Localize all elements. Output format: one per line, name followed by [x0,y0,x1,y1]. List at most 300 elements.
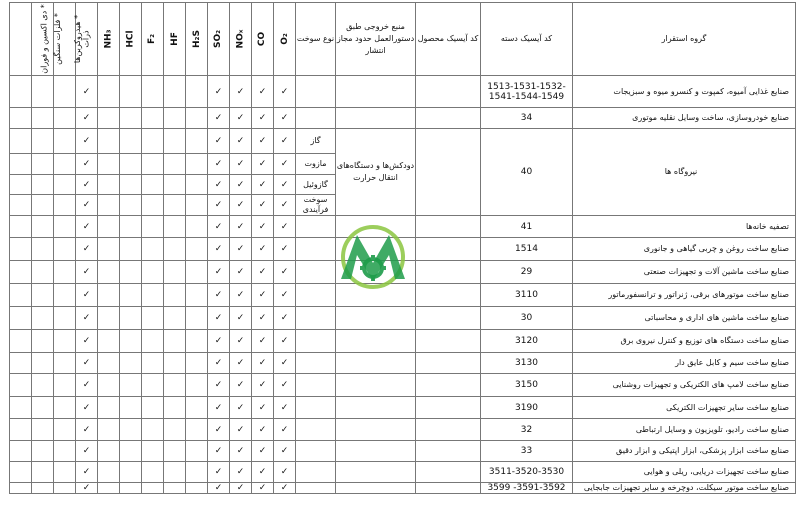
empty-cell [164,462,186,483]
source-cell [336,353,416,374]
check-cell: ✓ [230,330,252,353]
empty-cell [54,397,76,419]
empty-cell [54,129,76,154]
check-cell: ✓ [230,216,252,238]
empty-cell [142,216,164,238]
table-row [10,397,796,419]
empty-cell [32,374,54,397]
empty-cell [142,330,164,353]
empty-cell [186,129,208,154]
empty-cell [54,284,76,307]
empty-cell [120,154,142,175]
check-cell: ✓ [252,330,274,353]
check-cell: ✓ [76,441,98,462]
check-cell: ✓ [274,462,296,483]
empty-cell [186,307,208,330]
source-cell [336,76,416,108]
check-cell: ✓ [230,76,252,108]
empty-cell [98,154,120,175]
check-cell: ✓ [208,216,230,238]
empty-cell [98,397,120,419]
empty-cell [164,419,186,441]
empty-cell [98,284,120,307]
check-cell: ✓ [208,397,230,419]
empty-cell [98,483,120,494]
empty-cell [32,307,54,330]
isic-class-cell: 3110 [481,284,573,307]
empty-cell [120,441,142,462]
check-cell: ✓ [274,307,296,330]
empty-cell [54,374,76,397]
empty-cell [98,129,120,154]
isic-class-cell: 29 [481,261,573,284]
empty-cell [54,175,76,195]
isic-product-cell [416,353,481,374]
empty-cell [164,175,186,195]
empty-cell [10,261,32,284]
isic-product-cell [416,441,481,462]
empty-cell [142,307,164,330]
empty-cell [32,129,54,154]
empty-cell [186,154,208,175]
fuel-type-cell [296,108,336,129]
header-co: CO [252,3,274,76]
check-cell: ✓ [252,441,274,462]
header-isic-class: کد آیسیک دسته [481,3,573,76]
check-cell: ✓ [76,284,98,307]
check-cell: ✓ [208,261,230,284]
check-cell: ✓ [76,129,98,154]
fuel-type-cell [296,353,336,374]
check-cell: ✓ [230,462,252,483]
check-cell: ✓ [274,154,296,175]
isic-class-cell: 40 [481,129,573,216]
check-cell: ✓ [76,353,98,374]
check-cell: ✓ [252,129,274,154]
check-cell: ✓ [76,108,98,129]
fuel-type-cell [296,441,336,462]
empty-cell [142,261,164,284]
empty-cell [164,76,186,108]
check-cell: ✓ [252,307,274,330]
check-cell: ✓ [208,462,230,483]
empty-cell [142,108,164,129]
source-cell [336,462,416,483]
empty-cell [32,216,54,238]
isic-class-cell: 30 [481,307,573,330]
check-cell: ✓ [252,261,274,284]
empty-cell [32,154,54,175]
header-dioxin: دی اکسین و فوران * [10,3,32,76]
check-cell: ✓ [274,441,296,462]
isic-class-cell: 3511-3520-3530 [481,462,573,483]
header-h2s: H₂S [186,3,208,76]
empty-cell [142,238,164,261]
empty-cell [142,353,164,374]
group-cell: صنایع ساخت سیم و کابل عایق دار [573,353,796,374]
check-cell: ✓ [230,261,252,284]
check-cell: ✓ [230,307,252,330]
empty-cell [54,330,76,353]
empty-cell [164,108,186,129]
empty-cell [120,129,142,154]
empty-cell [120,195,142,216]
empty-cell [98,374,120,397]
source-cell [336,483,416,494]
check-cell: ✓ [230,441,252,462]
check-cell: ✓ [274,76,296,108]
group-cell: نیروگاه ها [573,129,796,216]
isic-product-cell [416,238,481,261]
empty-cell [186,108,208,129]
empty-cell [32,261,54,284]
header-hf: HF [164,3,186,76]
group-cell: صنایع ساخت موتور سیکلت، دوچرخه و سایر تجهیزات جابجایی [573,483,796,494]
isic-class-cell: 3120 [481,330,573,353]
group-cell: صنایع ساخت رادیو، تلویزیون و وسایل ارتباطی [573,419,796,441]
header-source: منبع خروجی طبق دستورالعمل حدود مجاز انتشار [336,3,416,76]
source-cell [336,419,416,441]
header-hcl: HCl [120,3,142,76]
empty-cell [54,307,76,330]
empty-cell [164,307,186,330]
empty-cell [10,238,32,261]
header-f2: F₂ [142,3,164,76]
empty-cell [98,175,120,195]
source-cell [336,374,416,397]
check-cell: ✓ [76,419,98,441]
empty-cell [10,353,32,374]
header-row [10,3,796,76]
empty-cell [120,108,142,129]
empty-cell [98,441,120,462]
check-cell: ✓ [274,483,296,494]
empty-cell [164,238,186,261]
empty-cell [32,330,54,353]
check-cell: ✓ [76,374,98,397]
header-so2: SO₂ [208,3,230,76]
check-cell: ✓ [274,238,296,261]
empty-cell [10,284,32,307]
empty-cell [164,330,186,353]
check-cell: ✓ [208,284,230,307]
empty-cell [186,261,208,284]
check-cell: ✓ [230,238,252,261]
fuel-type-cell [296,307,336,330]
check-cell: ✓ [252,374,274,397]
check-cell: ✓ [76,307,98,330]
check-cell: ✓ [252,462,274,483]
group-cell: صنایع ساخت تجهیزات دریایی، ریلی و هوایی [573,462,796,483]
empty-cell [164,195,186,216]
empty-cell [54,195,76,216]
check-cell: ✓ [76,462,98,483]
empty-cell [186,462,208,483]
group-cell: صنایع غذایی آمیوه، کمپوت و کنسرو میوه و سبزیجات [573,76,796,108]
fuel-type-cell [296,374,336,397]
check-cell: ✓ [230,483,252,494]
header-fuel-type: نوع سوخت [296,3,336,76]
empty-cell [120,175,142,195]
empty-cell [120,76,142,108]
empty-cell [120,307,142,330]
group-cell: صنایع ساخت موتورهای برقی، ژنراتور و ترانسفورماتور [573,284,796,307]
isic-class-cell: 3190 [481,397,573,419]
fuel-type-cell [296,462,336,483]
isic-class-cell: 3130 [481,353,573,374]
empty-cell [98,195,120,216]
check-cell: ✓ [208,307,230,330]
empty-cell [54,353,76,374]
check-cell: ✓ [252,284,274,307]
source-cell [336,397,416,419]
empty-cell [32,284,54,307]
check-cell: ✓ [230,108,252,129]
empty-cell [186,76,208,108]
empty-cell [186,330,208,353]
empty-cell [186,284,208,307]
empty-cell [164,441,186,462]
empty-cell [120,483,142,494]
fuel-type-cell [296,284,336,307]
table-row [10,483,796,494]
check-cell: ✓ [274,397,296,419]
empty-cell [164,284,186,307]
header-heavy-metals: فلزات سنگین * [32,3,54,76]
check-cell: ✓ [252,154,274,175]
empty-cell [142,483,164,494]
empty-cell [10,374,32,397]
check-cell: ✓ [252,175,274,195]
check-cell: ✓ [76,76,98,108]
empty-cell [164,397,186,419]
header-hydrocarbons: هیدروکربن‌ها * [54,3,76,76]
empty-cell [186,175,208,195]
empty-cell [10,419,32,441]
empty-cell [10,397,32,419]
empty-cell [10,129,32,154]
empty-cell [54,441,76,462]
empty-cell [10,330,32,353]
isic-product-cell [416,330,481,353]
check-cell: ✓ [208,175,230,195]
check-cell: ✓ [76,175,98,195]
check-cell: ✓ [208,483,230,494]
header-nh3: NH₃ [98,3,120,76]
table-row [10,307,796,330]
isic-product-cell [416,284,481,307]
table-row [10,330,796,353]
check-cell: ✓ [76,238,98,261]
fuel-type-cell: گاز [296,129,336,154]
check-cell: ✓ [252,76,274,108]
empty-cell [120,216,142,238]
header-o2: O₂ [274,3,296,76]
isic-product-cell [416,397,481,419]
check-cell: ✓ [230,353,252,374]
header-isic-product: کد آیسیک محصول [416,3,481,76]
empty-cell [186,353,208,374]
check-cell: ✓ [252,397,274,419]
empty-cell [54,108,76,129]
check-cell: ✓ [274,108,296,129]
empty-cell [98,330,120,353]
source-cell [336,307,416,330]
empty-cell [54,261,76,284]
empty-cell [54,216,76,238]
table-row [10,108,796,129]
check-cell: ✓ [230,397,252,419]
check-cell: ✓ [274,419,296,441]
check-cell: ✓ [230,195,252,216]
empty-cell [120,261,142,284]
empty-cell [10,195,32,216]
isic-product-cell [416,419,481,441]
isic-product-cell [416,462,481,483]
empty-cell [120,330,142,353]
isic-product-cell [416,261,481,284]
fuel-type-cell: سوخت فرآیندی [296,195,336,216]
isic-product-cell [416,108,481,129]
group-cell: صنایع ساخت ابزار پزشکی، ابزار اپتیکی و ابزار دقیق [573,441,796,462]
check-cell: ✓ [274,129,296,154]
header-nox: NOₓ [230,3,252,76]
empty-cell [142,419,164,441]
table-row [10,76,796,108]
isic-class-cell: 3599 -3591-3592 [481,483,573,494]
fuel-type-cell [296,76,336,108]
check-cell: ✓ [252,216,274,238]
empty-cell [10,76,32,108]
empty-cell [186,374,208,397]
isic-product-cell [416,374,481,397]
isic-class-cell: 32 [481,419,573,441]
fuel-type-cell [296,216,336,238]
empty-cell [98,108,120,129]
empty-cell [142,462,164,483]
check-cell: ✓ [274,195,296,216]
check-cell: ✓ [208,129,230,154]
check-cell: ✓ [208,330,230,353]
group-cell: صنایع خودروسازی، ساخت وسایل نقلیه موتوری [573,108,796,129]
check-cell: ✓ [230,175,252,195]
fuel-type-cell: گازوئیل [296,175,336,195]
isic-product-cell [416,216,481,238]
fuel-type-cell [296,261,336,284]
empty-cell [164,483,186,494]
empty-cell [186,238,208,261]
header-particles: ذرات [76,3,98,76]
check-cell: ✓ [252,353,274,374]
check-cell: ✓ [274,374,296,397]
fuel-type-cell [296,397,336,419]
empty-cell [142,374,164,397]
check-cell: ✓ [230,284,252,307]
empty-cell [98,462,120,483]
check-cell: ✓ [76,195,98,216]
empty-cell [186,397,208,419]
table-row [10,462,796,483]
check-cell: ✓ [274,216,296,238]
empty-cell [98,76,120,108]
check-cell: ✓ [208,441,230,462]
empty-cell [32,353,54,374]
empty-cell [186,483,208,494]
empty-cell [10,462,32,483]
isic-class-cell: 1513-1531-1532-1541-1544-1549 [481,76,573,108]
fuel-type-cell [296,483,336,494]
empty-cell [164,154,186,175]
empty-cell [32,238,54,261]
empty-cell [186,441,208,462]
isic-product-cell [416,307,481,330]
empty-cell [186,419,208,441]
table-row [10,441,796,462]
check-cell: ✓ [208,238,230,261]
watermark-logo [333,221,413,293]
empty-cell [54,154,76,175]
empty-cell [186,195,208,216]
check-cell: ✓ [208,195,230,216]
empty-cell [98,238,120,261]
empty-cell [120,374,142,397]
empty-cell [142,175,164,195]
check-cell: ✓ [208,108,230,129]
header-group: گروه استقرار [573,3,796,76]
source-cell [336,330,416,353]
isic-class-cell: 3150 [481,374,573,397]
group-cell: صنایع ساخت ماشین آلات و تجهیزات صنعتی [573,261,796,284]
empty-cell [10,175,32,195]
empty-cell [32,483,54,494]
group-cell: صنایع ساخت روغن و چربی گیاهی و جانوری [573,238,796,261]
empty-cell [10,307,32,330]
empty-cell [54,462,76,483]
empty-cell [98,261,120,284]
empty-cell [120,419,142,441]
empty-cell [142,397,164,419]
check-cell: ✓ [252,419,274,441]
check-cell: ✓ [274,284,296,307]
empty-cell [186,216,208,238]
empty-cell [120,397,142,419]
check-cell: ✓ [230,154,252,175]
empty-cell [142,284,164,307]
fuel-type-cell: مازوت [296,154,336,175]
isic-product-cell [416,129,481,216]
empty-cell [32,108,54,129]
table-row [10,419,796,441]
table-row [10,353,796,374]
check-cell: ✓ [76,397,98,419]
empty-cell [54,419,76,441]
empty-cell [98,353,120,374]
check-cell: ✓ [274,353,296,374]
empty-cell [120,462,142,483]
empty-cell [164,261,186,284]
empty-cell [54,483,76,494]
table-row [10,374,796,397]
empty-cell [120,284,142,307]
isic-product-cell [416,483,481,494]
empty-cell [120,353,142,374]
empty-cell [54,238,76,261]
empty-cell [32,175,54,195]
check-cell: ✓ [76,216,98,238]
check-cell: ✓ [230,419,252,441]
empty-cell [32,462,54,483]
empty-cell [32,76,54,108]
